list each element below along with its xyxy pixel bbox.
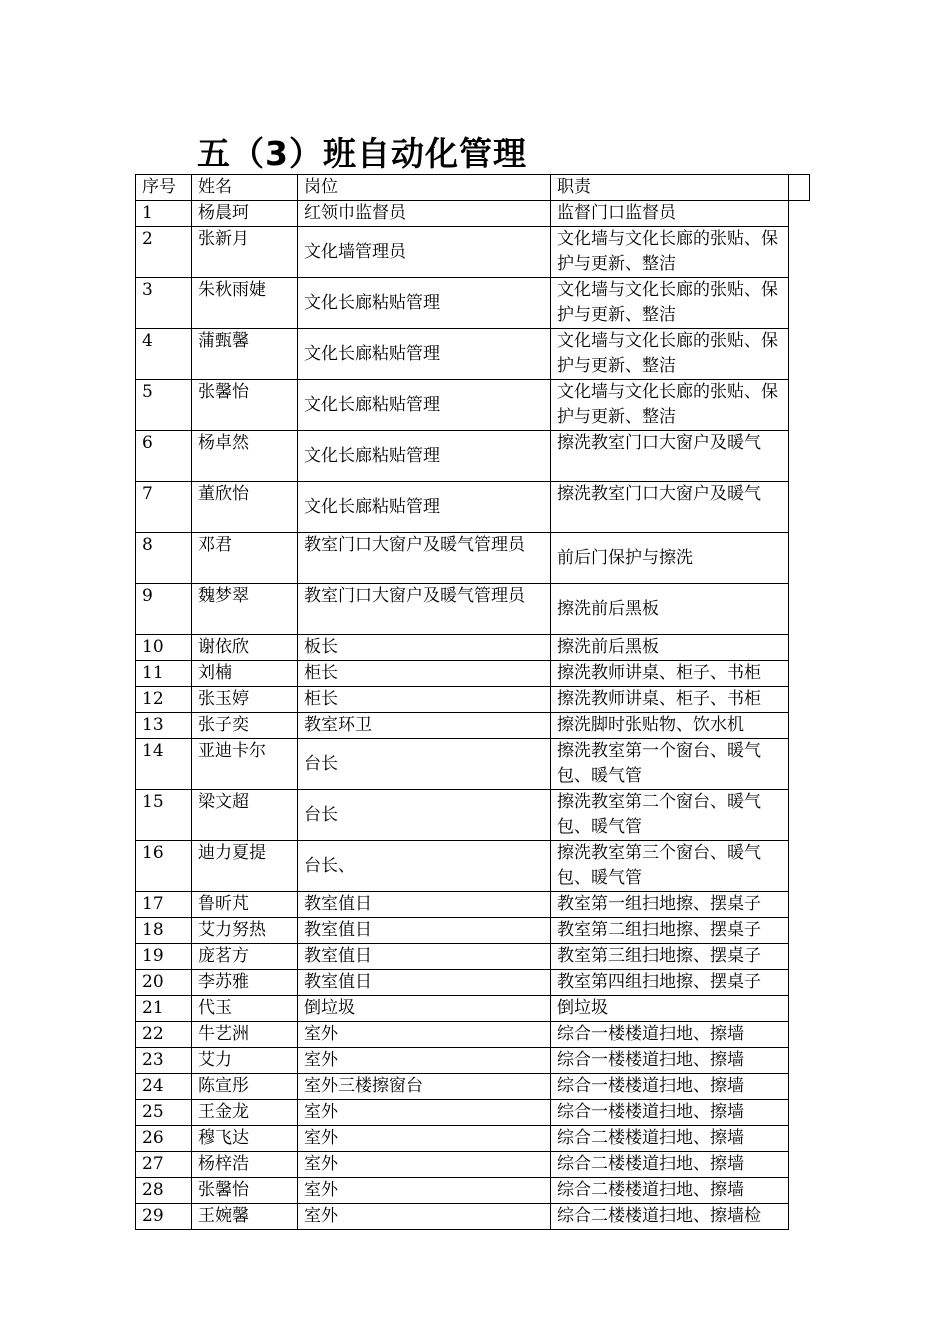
post-cell: 教室值日 <box>298 944 551 970</box>
post-cell: 教室门口大窗户及暖气管理员 <box>298 584 551 635</box>
post-cell: 室外 <box>298 1204 551 1230</box>
student-name: 杨卓然 <box>192 431 298 482</box>
duty-cell: 教室第四组扫地擦、摆桌子 <box>551 970 789 996</box>
table-row <box>136 944 810 970</box>
duty-cell: 擦洗前后黑板 <box>551 584 789 635</box>
post-cell: 文化长廊粘贴管理 <box>298 431 551 482</box>
student-name: 张子奕 <box>192 713 298 739</box>
student-name: 陈宣彤 <box>192 1074 298 1100</box>
table-row <box>136 713 810 739</box>
row-number: 15 <box>136 790 192 841</box>
row-number: 29 <box>136 1204 192 1230</box>
table-row <box>136 790 810 841</box>
student-name: 艾力努热 <box>192 918 298 944</box>
duty-cell: 综合二楼楼道扫地、擦墙 <box>551 1126 789 1152</box>
page-title: 五（3）班自动化管理 <box>197 134 527 173</box>
student-name: 亚迪卡尔 <box>192 739 298 790</box>
row-number: 7 <box>136 482 192 533</box>
table-row <box>136 1204 810 1230</box>
table-row <box>136 687 810 713</box>
student-name: 蒲甄馨 <box>192 329 298 380</box>
header-extra <box>789 175 810 201</box>
post-cell: 文化长廊粘贴管理 <box>298 278 551 329</box>
duty-cell: 教室第二组扫地擦、摆桌子 <box>551 918 789 944</box>
student-name: 董欣怡 <box>192 482 298 533</box>
post-cell: 教室环卫 <box>298 713 551 739</box>
table-row <box>136 1178 810 1204</box>
row-number: 4 <box>136 329 192 380</box>
post-cell: 红领巾监督员 <box>298 201 551 227</box>
student-name: 张玉婷 <box>192 687 298 713</box>
student-name: 庞茗方 <box>192 944 298 970</box>
row-number: 17 <box>136 892 192 918</box>
post-cell: 台长 <box>298 790 551 841</box>
post-cell: 室外 <box>298 1022 551 1048</box>
student-name: 魏梦翠 <box>192 584 298 635</box>
duty-cell: 文化墙与文化长廊的张贴、保护与更新、整洁 <box>551 278 789 329</box>
header-row <box>136 175 810 201</box>
post-cell: 室外三楼擦窗台 <box>298 1074 551 1100</box>
post-cell: 室外 <box>298 1100 551 1126</box>
student-name: 张馨怡 <box>192 380 298 431</box>
duty-cell: 综合二楼楼道扫地、擦墙 <box>551 1178 789 1204</box>
duty-cell: 综合一楼楼道扫地、擦墙 <box>551 1022 789 1048</box>
duty-cell: 综合二楼楼道扫地、擦墙 <box>551 1152 789 1178</box>
post-cell: 教室值日 <box>298 970 551 996</box>
row-number: 14 <box>136 739 192 790</box>
post-cell: 室外 <box>298 1048 551 1074</box>
student-name: 刘楠 <box>192 661 298 687</box>
student-name: 代玉 <box>192 996 298 1022</box>
table-row <box>136 1022 810 1048</box>
row-number: 9 <box>136 584 192 635</box>
table-row <box>136 1100 810 1126</box>
table-row <box>136 201 810 227</box>
row-number: 27 <box>136 1152 192 1178</box>
table-row <box>136 1048 810 1074</box>
student-name: 邓君 <box>192 533 298 584</box>
post-cell: 文化长廊粘贴管理 <box>298 380 551 431</box>
duty-cell: 擦洗教室第二个窗台、暖气包、暖气管 <box>551 790 789 841</box>
table-row <box>136 1126 810 1152</box>
row-number: 25 <box>136 1100 192 1126</box>
header-no: 序号 <box>136 175 192 201</box>
post-cell: 室外 <box>298 1178 551 1204</box>
duty-cell: 擦洗教师讲桌、柜子、书柜 <box>551 661 789 687</box>
table-row <box>136 841 810 892</box>
duty-cell: 综合一楼楼道扫地、擦墙 <box>551 1074 789 1100</box>
student-name: 迪力夏提 <box>192 841 298 892</box>
table-row <box>136 431 810 482</box>
row-number: 8 <box>136 533 192 584</box>
duty-cell: 综合一楼楼道扫地、擦墙 <box>551 1100 789 1126</box>
duty-cell: 综合二楼楼道扫地、擦墙检 <box>551 1204 789 1230</box>
row-number: 3 <box>136 278 192 329</box>
row-number: 2 <box>136 227 192 278</box>
student-name: 王婉馨 <box>192 1204 298 1230</box>
row-number: 19 <box>136 944 192 970</box>
row-number: 11 <box>136 661 192 687</box>
row-number: 21 <box>136 996 192 1022</box>
row-number: 10 <box>136 635 192 661</box>
duty-cell: 擦洗教室门口大窗户及暖气 <box>551 482 789 533</box>
student-name: 张馨怡 <box>192 1178 298 1204</box>
table-row <box>136 635 810 661</box>
duty-cell: 文化墙与文化长廊的张贴、保护与更新、整洁 <box>551 329 789 380</box>
header-name: 姓名 <box>192 175 298 201</box>
table-row <box>136 278 810 329</box>
student-name: 艾力 <box>192 1048 298 1074</box>
row-number: 20 <box>136 970 192 996</box>
table-row <box>136 996 810 1022</box>
row-number: 1 <box>136 201 192 227</box>
table-row <box>136 918 810 944</box>
duty-cell: 教室第三组扫地擦、摆桌子 <box>551 944 789 970</box>
table-row <box>136 1074 810 1100</box>
table-row <box>136 892 810 918</box>
duty-cell: 擦洗前后黑板 <box>551 635 789 661</box>
post-cell: 台长 <box>298 739 551 790</box>
table-row <box>136 380 810 431</box>
header-post: 岗位 <box>298 175 551 201</box>
post-cell: 教室门口大窗户及暖气管理员 <box>298 533 551 584</box>
student-name: 杨梓浩 <box>192 1152 298 1178</box>
duty-cell: 擦洗教室第一个窗台、暖气包、暖气管 <box>551 739 789 790</box>
duty-cell: 文化墙与文化长廊的张贴、保护与更新、整洁 <box>551 227 789 278</box>
row-number: 26 <box>136 1126 192 1152</box>
student-name: 梁文超 <box>192 790 298 841</box>
header-duty: 职责 <box>551 175 789 201</box>
duty-cell: 擦洗脚时张贴物、饮水机 <box>551 713 789 739</box>
post-cell: 文化墙管理员 <box>298 227 551 278</box>
table-row <box>136 533 810 584</box>
roster-table <box>135 174 810 1230</box>
duty-cell: 综合一楼楼道扫地、擦墙 <box>551 1048 789 1074</box>
student-name: 李苏雅 <box>192 970 298 996</box>
student-name: 朱秋雨婕 <box>192 278 298 329</box>
row-number: 6 <box>136 431 192 482</box>
table-row <box>136 970 810 996</box>
table-row <box>136 1152 810 1178</box>
row-number: 16 <box>136 841 192 892</box>
table-row <box>136 661 810 687</box>
student-name: 谢依欣 <box>192 635 298 661</box>
duty-cell: 文化墙与文化长廊的张贴、保护与更新、整洁 <box>551 380 789 431</box>
post-cell: 文化长廊粘贴管理 <box>298 482 551 533</box>
student-name: 鲁昕芃 <box>192 892 298 918</box>
post-cell: 室外 <box>298 1152 551 1178</box>
duty-cell: 擦洗教室门口大窗户及暖气 <box>551 431 789 482</box>
row-number: 18 <box>136 918 192 944</box>
student-name: 王金龙 <box>192 1100 298 1126</box>
post-cell: 柜长 <box>298 661 551 687</box>
post-cell: 文化长廊粘贴管理 <box>298 329 551 380</box>
duty-cell: 监督门口监督员 <box>551 201 789 227</box>
post-cell: 柜长 <box>298 687 551 713</box>
student-name: 张新月 <box>192 227 298 278</box>
table-row <box>136 227 810 278</box>
row-number: 22 <box>136 1022 192 1048</box>
row-number: 5 <box>136 380 192 431</box>
row-number: 13 <box>136 713 192 739</box>
duty-cell: 教室第一组扫地擦、摆桌子 <box>551 892 789 918</box>
student-name: 穆飞达 <box>192 1126 298 1152</box>
post-cell: 教室值日 <box>298 918 551 944</box>
row-number: 12 <box>136 687 192 713</box>
post-cell: 教室值日 <box>298 892 551 918</box>
post-cell: 倒垃圾 <box>298 996 551 1022</box>
table-row <box>136 482 810 533</box>
duty-cell: 倒垃圾 <box>551 996 789 1022</box>
student-name: 牛艺洲 <box>192 1022 298 1048</box>
row-number: 24 <box>136 1074 192 1100</box>
row-number: 28 <box>136 1178 192 1204</box>
table-row <box>136 584 810 635</box>
roster-body <box>136 201 810 1230</box>
duty-cell: 前后门保护与擦洗 <box>551 533 789 584</box>
row-number: 23 <box>136 1048 192 1074</box>
duty-cell: 擦洗教室第三个窗台、暖气包、暖气管 <box>551 841 789 892</box>
post-cell: 室外 <box>298 1126 551 1152</box>
post-cell: 台长、 <box>298 841 551 892</box>
table-row <box>136 329 810 380</box>
student-name: 杨晨珂 <box>192 201 298 227</box>
table-row <box>136 739 810 790</box>
post-cell: 板长 <box>298 635 551 661</box>
duty-cell: 擦洗教师讲桌、柜子、书柜 <box>551 687 789 713</box>
